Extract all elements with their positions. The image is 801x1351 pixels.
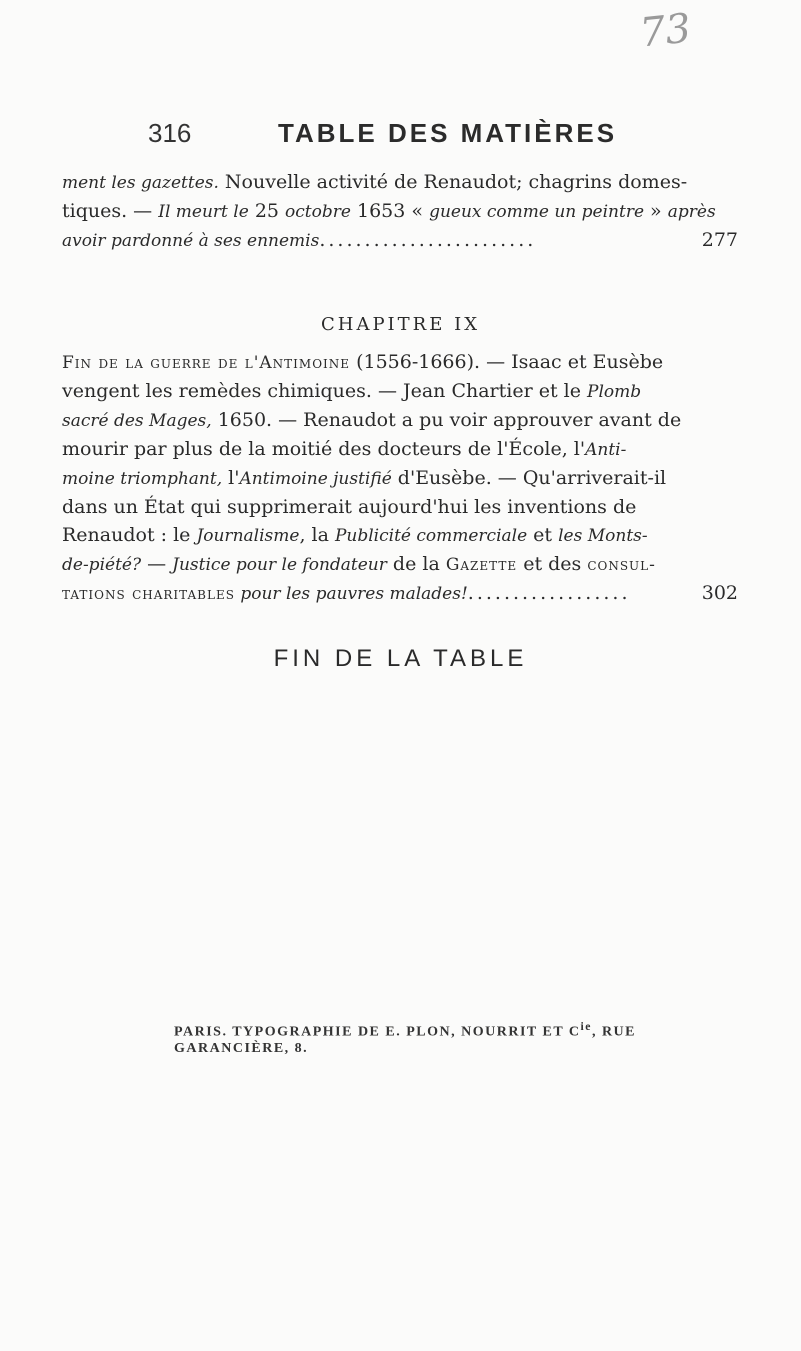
entry-text: vengent les remèdes chimiques. — Jean Chartier et le xyxy=(62,380,587,402)
imprint-superscript: ie xyxy=(580,1020,592,1033)
entry-text: Anti- xyxy=(585,440,627,460)
entry-text: Il meurt le xyxy=(158,202,249,222)
entry-text: (1556-1666). — Isaac et Eusèbe xyxy=(350,351,664,373)
dot-leaders: ........................ xyxy=(319,229,537,251)
handwritten-mark: 73 xyxy=(637,5,694,57)
entry-text: et des xyxy=(517,553,588,575)
running-title: TABLE DES MATIÈRES xyxy=(278,118,618,148)
entry-text: de-piété? xyxy=(62,555,142,575)
entry-text: Plomb xyxy=(587,382,642,402)
page-reference: 302 xyxy=(701,582,738,604)
entry-text: Renaudot : le xyxy=(62,524,197,546)
entry-text: Antimoine justifié xyxy=(239,469,392,489)
printer-imprint xyxy=(174,1020,734,1057)
entry-text: » xyxy=(644,200,668,222)
toc-entry-continued xyxy=(62,168,738,255)
entry-text: — xyxy=(141,553,173,575)
entry-text: 1653 « xyxy=(350,200,430,222)
entry-text: ment les gazettes. xyxy=(62,173,219,193)
end-of-table-heading: FIN DE LA TABLE xyxy=(273,645,528,672)
entry-text: d'Eusèbe. — Qu'arriverait-il xyxy=(391,467,667,489)
entry-text: après xyxy=(667,202,716,222)
entry-text: , la xyxy=(299,524,335,546)
dot-leaders: .................. xyxy=(467,582,631,604)
entry-text: pour les pauvres malades! xyxy=(234,584,468,604)
page-header xyxy=(148,116,738,156)
entry-text: tations charitables xyxy=(62,584,235,604)
entry-text: moine triomphant, xyxy=(62,469,223,489)
entry-text: consul- xyxy=(587,555,656,575)
entry-text: 1650. — Renaudot a pu voir approuver avant de xyxy=(211,409,682,431)
entry-text: Justice pour le fondateur xyxy=(172,555,387,575)
entry-text: sacré des Mages, xyxy=(62,411,212,431)
toc-entry-chapter-ix xyxy=(62,348,738,608)
imprint-text: , RUE GARANCIÈRE, 8. xyxy=(174,1024,636,1056)
entry-text: gueux comme un peintre xyxy=(429,202,645,222)
entry-text: Publicité commerciale xyxy=(334,526,528,546)
entry-text: Gazette xyxy=(445,555,518,575)
entry-text: avoir pardonné à ses ennemis xyxy=(62,231,320,251)
page-number: 316 xyxy=(148,118,192,148)
entry-text: les Monts- xyxy=(558,526,648,546)
entry-text: 25 xyxy=(248,200,286,222)
entry-text: et xyxy=(527,524,559,546)
entry-text: octobre xyxy=(285,202,351,222)
page-reference: 277 xyxy=(701,229,738,251)
entry-text: tiques. — xyxy=(62,200,159,222)
entry-text: de la xyxy=(386,553,446,575)
entry-text: dans un État qui supprimerait aujourd'hui les inventions de xyxy=(62,496,637,518)
imprint-text: PARIS. TYPOGRAPHIE DE E. PLON, NOURRIT ET C xyxy=(174,1024,581,1040)
entry-text: Nouvelle activité de Renaudot; chagrins domes- xyxy=(218,171,688,193)
entry-text: Journalisme xyxy=(196,526,300,546)
entry-text: Fin de la guerre de l'Antimoine xyxy=(62,353,351,373)
entry-text: mourir par plus de la moitié des docteurs de l'École, l' xyxy=(62,438,586,460)
chapter-heading: CHAPITRE IX xyxy=(320,314,481,335)
entry-text: l' xyxy=(222,467,240,489)
